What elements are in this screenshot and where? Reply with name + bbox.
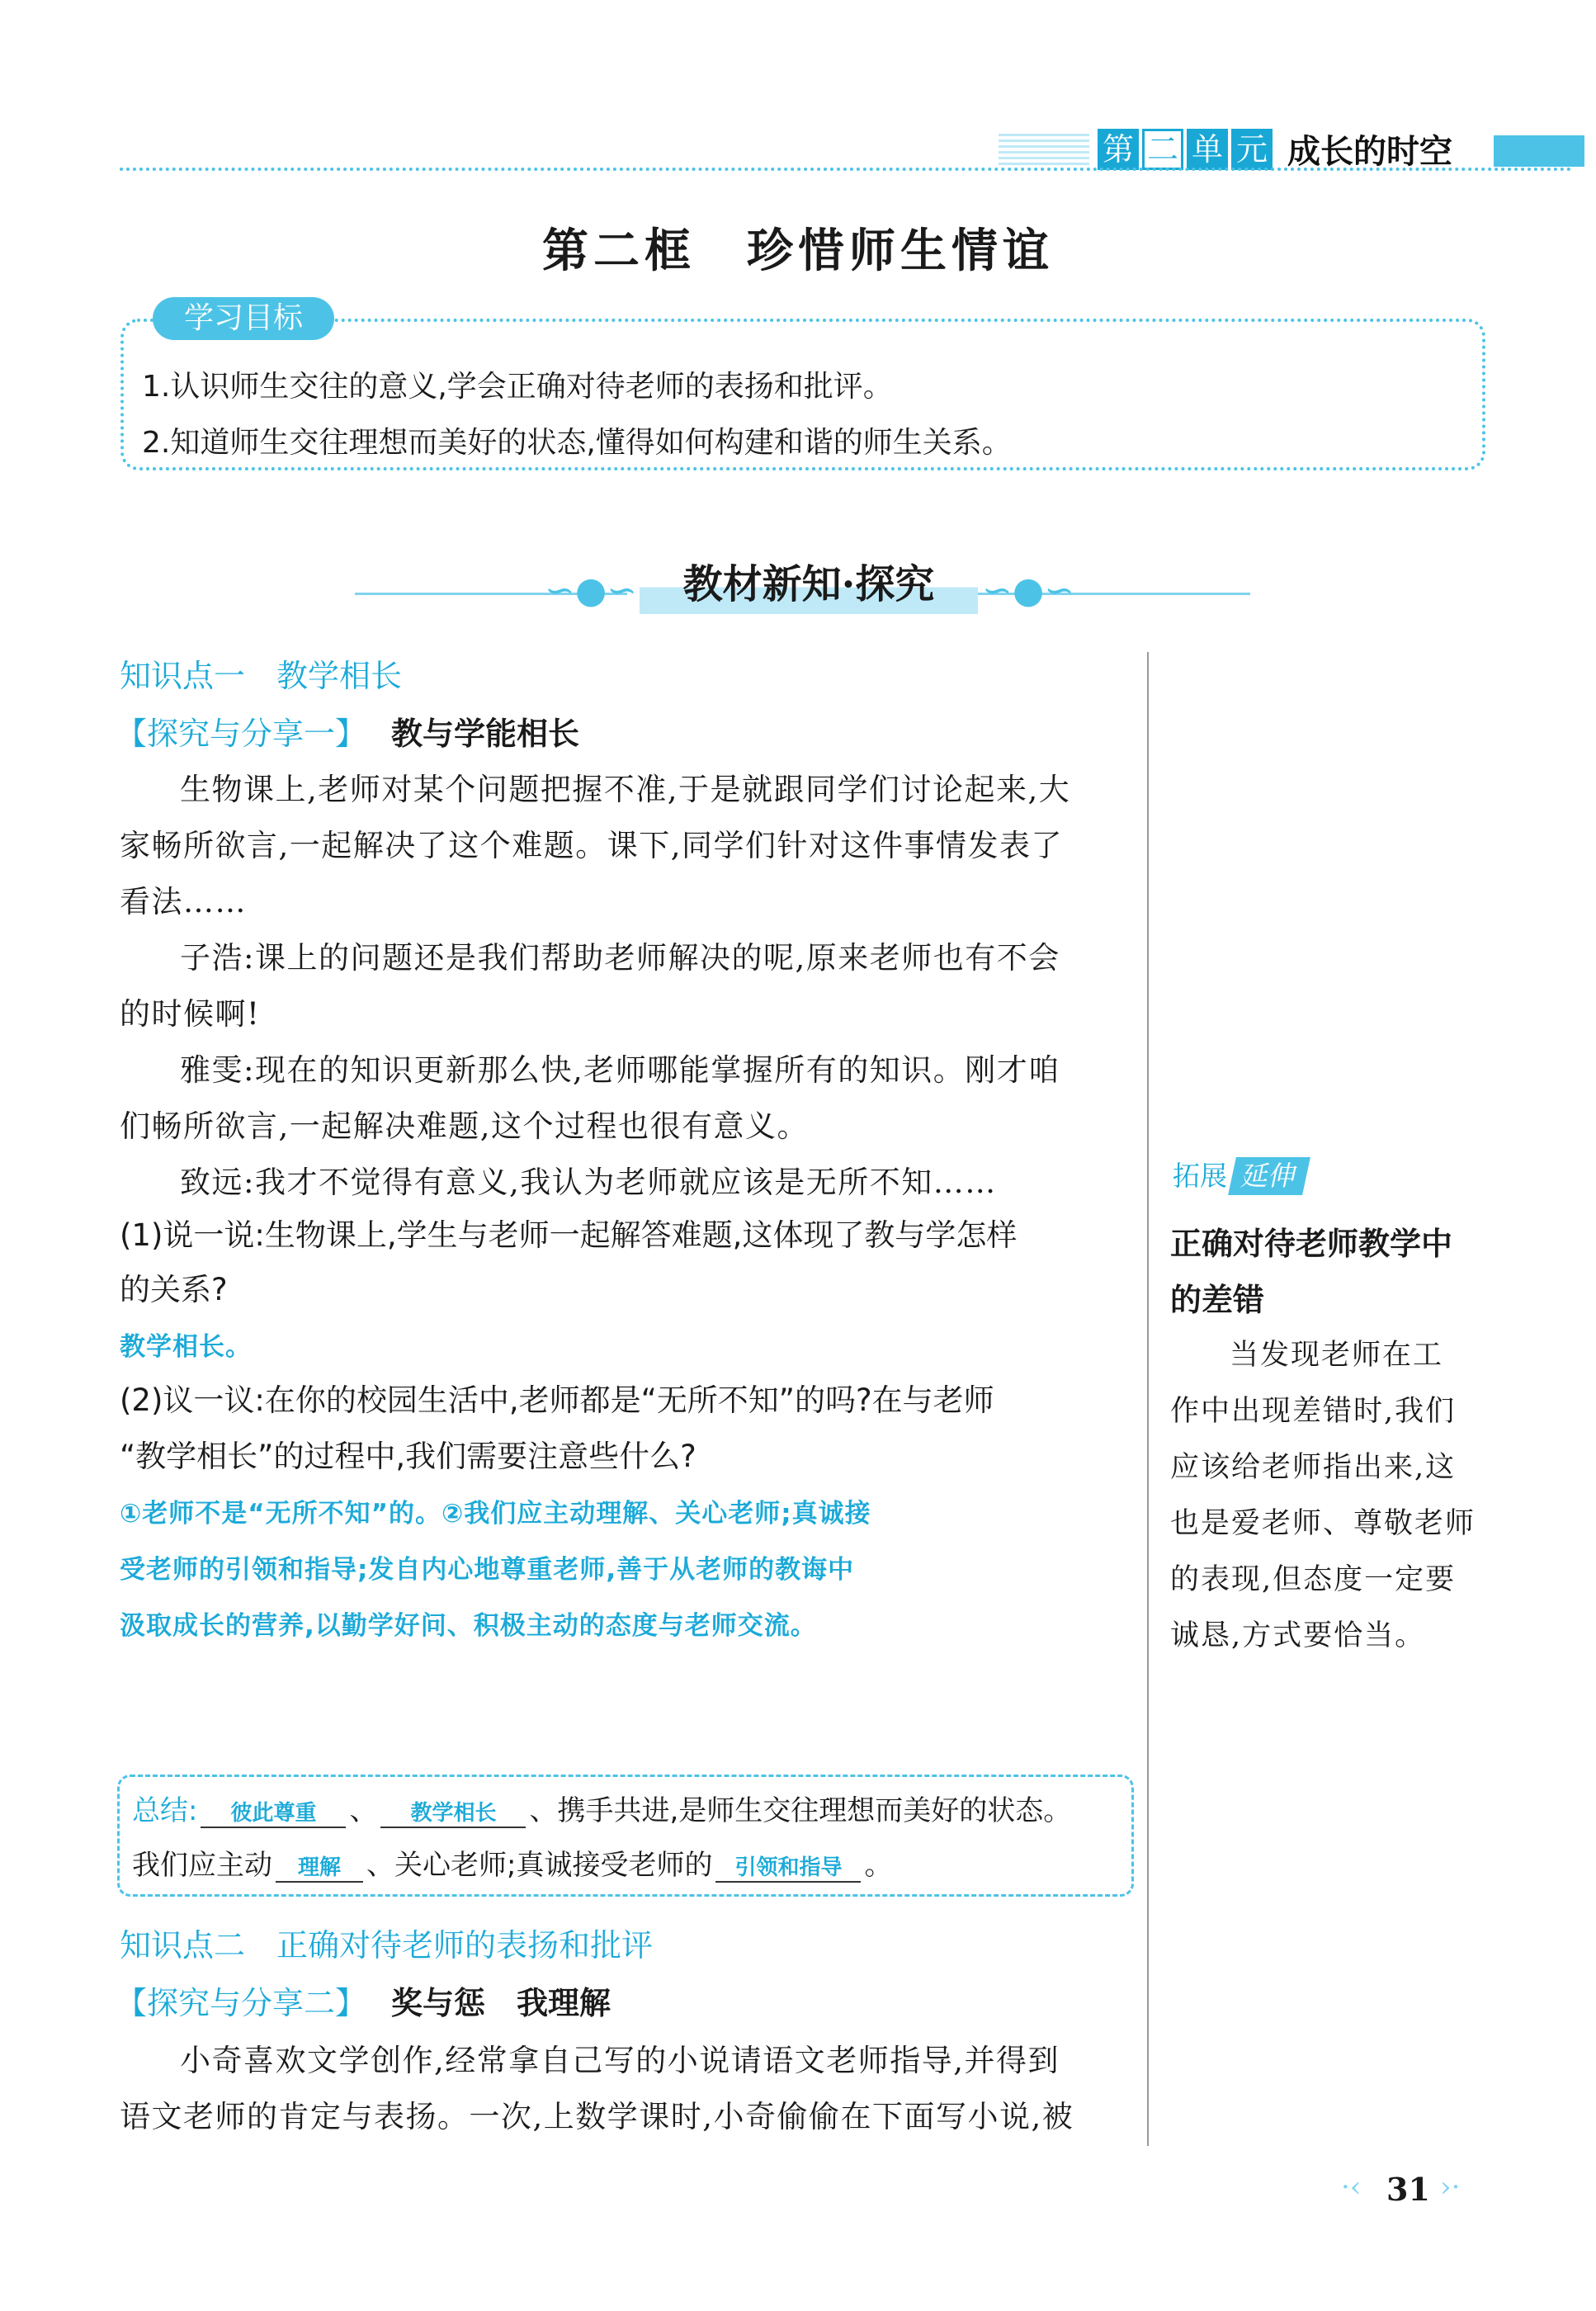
answer-blank: 引领和指导 [715,1850,861,1883]
side-line: 应该给老师指出来,这 [1170,1451,1457,1484]
question-line: (1)说一说:生物课上,学生与老师一起解答难题,这体现了教与学怎样 [120,1217,1018,1253]
page-number-ornament-icon: ·‹ [1341,2171,1362,2204]
answer-line: 汲取成长的营养,以勤学好问、积极主动的态度与老师交流。 [120,1611,817,1641]
body-line: 的时候啊! [120,996,261,1032]
summary-text: 我们应主动 [132,1849,272,1882]
side-line: 作中出现差错时,我们 [1170,1395,1457,1428]
extension-tag [1168,1157,1306,1195]
goal-item: 2.知道师生交往理想而美好的状态,懂得如何构建和谐的师生关系。 [142,426,1012,460]
share-tag: 【探究与分享一】 [116,716,367,752]
body-line: 小奇喜欢文学创作,经常拿自己写的小说请语文老师指导,并得到 [180,2043,1060,2078]
body-line: 生物课上,老师对某个问题把握不准,于是就跟同学们讨论起来,大 [180,772,1071,807]
page-title: 第二框 珍惜师生情谊 [542,224,1054,278]
share-title: 奖与惩 我理解 [391,1985,611,2021]
unit-char: 元 [1231,129,1273,170]
column-divider [1147,652,1149,2146]
extension-tag-text: 拓展 [1173,1160,1227,1192]
unit-title: 成长的时空 [1287,133,1452,171]
unit-char: 第 [1098,129,1139,170]
goal-item: 1.认识师生交往的意义,学会正确对待老师的表扬和批评。 [142,370,893,404]
header-divider [120,168,1572,171]
body-line: 家畅所欲言,一起解决了这个难题。课下,同学们针对这件事情发表了 [120,828,1064,863]
summary-label: 总结: [132,1794,198,1827]
side-heading: 的差错 [1170,1282,1265,1318]
body-line: 致远:我才不觉得有意义,我认为老师就应该是无所不知…… [180,1165,997,1200]
section-banner: 教材新知·探究 [640,555,978,614]
summary-line [132,1788,1071,1828]
side-heading: 正确对待老师教学中 [1170,1226,1453,1262]
answer-blank: 教学相长 [380,1796,526,1828]
share-heading [116,708,579,754]
body-line: 雅雯:现在的知识更新那么快,老师哪能掌握所有的知识。刚才咱 [180,1052,1060,1088]
side-line: 诚恳,方式要恰当。 [1170,1619,1426,1652]
body-line: 看法…… [120,884,247,919]
question-line: (2)议一议:在你的校园生活中,老师都是“无所不知”的吗?在与老师 [120,1382,994,1418]
share-tag: 【探究与分享二】 [116,1985,367,2021]
question-line: 的关系? [120,1272,228,1307]
unit-badge [1098,129,1273,170]
page-number-ornament-icon: ›· [1440,2171,1461,2204]
summary-text: 、关心老师;真诚接受老师的 [366,1849,713,1882]
extension-tag-text: 延伸 [1228,1157,1310,1195]
goals-tag: 学习目标 [153,297,334,340]
header-bar [1494,135,1584,167]
body-line: 语文老师的肯定与表扬。一次,上数学课时,小奇偷偷在下面写小说,被 [120,2099,1074,2134]
unit-char: 单 [1187,129,1228,170]
answer-blank: 彼此尊重 [201,1796,346,1828]
side-line: 也是爱老师、尊敬老师 [1170,1507,1476,1540]
share-title: 教与学能相长 [391,716,580,752]
summary-text: 、 [349,1794,378,1827]
question-line: “教学相长”的过程中,我们需要注意些什么? [120,1439,696,1474]
summary-text: 。 [864,1849,893,1882]
header-stripes [999,132,1089,165]
side-line: 的表现,但态度一定要 [1170,1563,1457,1596]
ornament-icon: ∽●∽ [982,569,1075,612]
share-heading [116,1978,611,2023]
page-number: 31 [1386,2171,1430,2208]
answer-line: 受老师的引领和指导;发自内心地尊重老师,善于从老师的教诲中 [120,1555,855,1585]
unit-char: 二 [1142,129,1183,170]
knowledge-point-title: 知识点一 教学相长 [120,658,403,694]
summary-line [132,1842,892,1883]
ornament-icon: ∽●∽ [545,569,638,612]
body-line: 们畅所欲言,一起解决难题,这个过程也很有意义。 [120,1108,810,1144]
answer-blank: 理解 [276,1850,363,1883]
body-line: 子浩:课上的问题还是我们帮助老师解决的呢,原来老师也有不会 [180,940,1060,976]
knowledge-point-title: 知识点二 正确对待老师的表扬和批评 [120,1927,654,1964]
side-line: 当发现老师在工 [1230,1339,1444,1372]
answer-line: 教学相长。 [120,1332,252,1362]
answer-line: ①老师不是“无所不知”的。②我们应主动理解、关心老师;真诚接 [120,1499,871,1529]
summary-text: 、携手共进,是师生交往理想而美好的状态。 [529,1794,1072,1827]
